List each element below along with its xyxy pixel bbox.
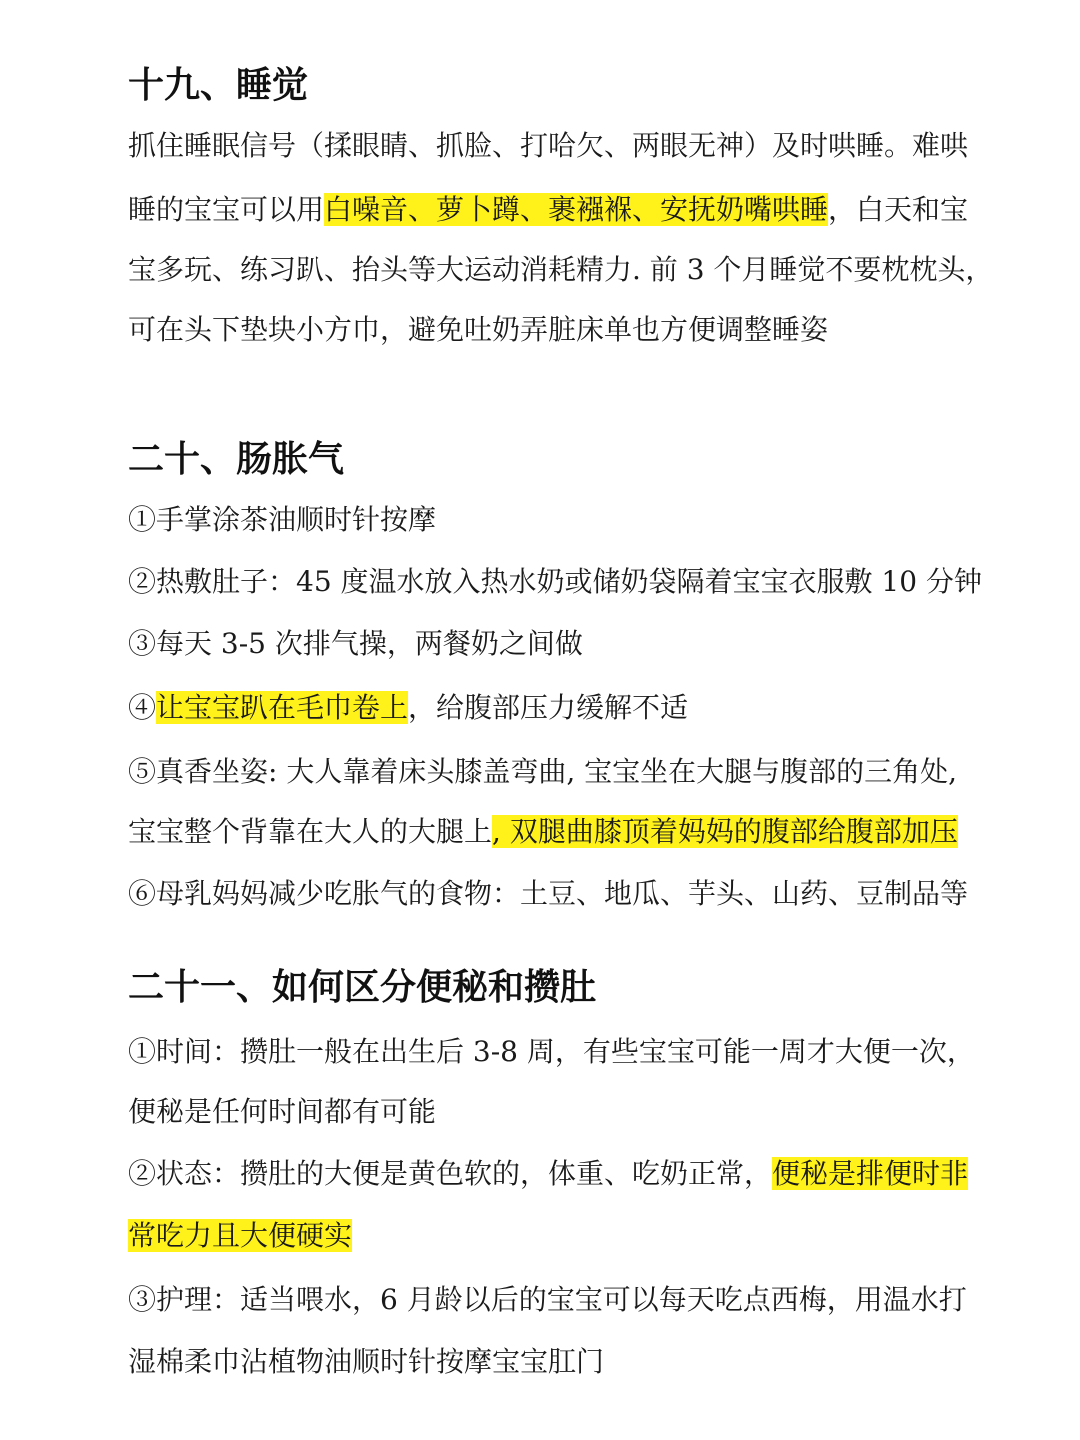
list-item: ①手掌涂茶油顺时针按摩 xyxy=(128,503,437,536)
list-item: ⑥母乳妈妈减少吃胀气的食物：土豆、地瓜、芋头、山药、豆制品等 xyxy=(128,877,969,910)
list-item-continued xyxy=(128,1216,352,1256)
list-item: ⑤真香坐姿: 大人靠着床头膝盖弯曲, 宝宝坐在大腿与腹部的三角处, xyxy=(128,755,958,788)
highlight-text: 常吃力且大便硬实 xyxy=(128,1219,353,1252)
list-item: ④让宝宝趴在毛巾卷上，给腹部压力缓解不适 xyxy=(128,691,689,724)
highlight-text: 白噪音、萝卜蹲、裹襁褓、安抚奶嘴哄睡 xyxy=(324,193,829,226)
section-title-sleep: 十九、睡觉 xyxy=(128,65,309,106)
list-item-continued: 便秘是任何时间都有可能 xyxy=(128,1095,437,1128)
list-item: ③护理：适当喂水，6 月龄以后的宝宝可以每天吃点西梅，用温水打 xyxy=(128,1283,967,1316)
list-item-continued: 湿棉柔巾沾植物油顺时针按摩宝宝肛门 xyxy=(128,1345,605,1378)
paragraph-line: 抓住睡眠信号（揉眼睛、抓脸、打哈欠、两眼无神）及时哄睡。难哄 xyxy=(128,129,969,162)
highlight-text: 便秘是排便时非 xyxy=(772,1157,969,1190)
list-item: ②状态：攒肚的大便是黄色软的，体重、吃奶正常，便秘是排便时非 xyxy=(128,1157,969,1190)
section-title-constipation: 二十一、如何区分便秘和攒肚 xyxy=(128,967,597,1008)
section-title-bloating: 二十、肠胀气 xyxy=(128,439,345,480)
highlight-text: , 双腿曲膝顶着妈妈的腹部给腹部加压 xyxy=(492,815,958,848)
list-item: ②热敷肚子：45 度温水放入热水奶或储奶袋隔着宝宝衣服敷 10 分钟 xyxy=(128,565,982,598)
list-item: ③每天 3-5 次排气操，两餐奶之间做 xyxy=(128,627,583,660)
list-item: ①时间：攒肚一般在出生后 3-8 周，有些宝宝可能一周才大便一次， xyxy=(128,1035,975,1068)
paragraph-line: 睡的宝宝可以用白噪音、萝卜蹲、裹襁褓、安抚奶嘴哄睡，白天和宝 xyxy=(128,193,969,226)
paragraph-line: 宝多玩、练习趴、抬头等大运动消耗精力. 前 3 个月睡觉不要枕枕头， xyxy=(128,253,994,286)
paragraph-line: 可在头下垫块小方巾，避免吐奶弄脏床单也方便调整睡姿 xyxy=(128,313,829,346)
highlight-text: 让宝宝趴在毛巾卷上 xyxy=(156,691,409,724)
list-item-continued: 宝宝整个背靠在大人的大腿上, 双腿曲膝顶着妈妈的腹部给腹部加压 xyxy=(128,815,958,848)
